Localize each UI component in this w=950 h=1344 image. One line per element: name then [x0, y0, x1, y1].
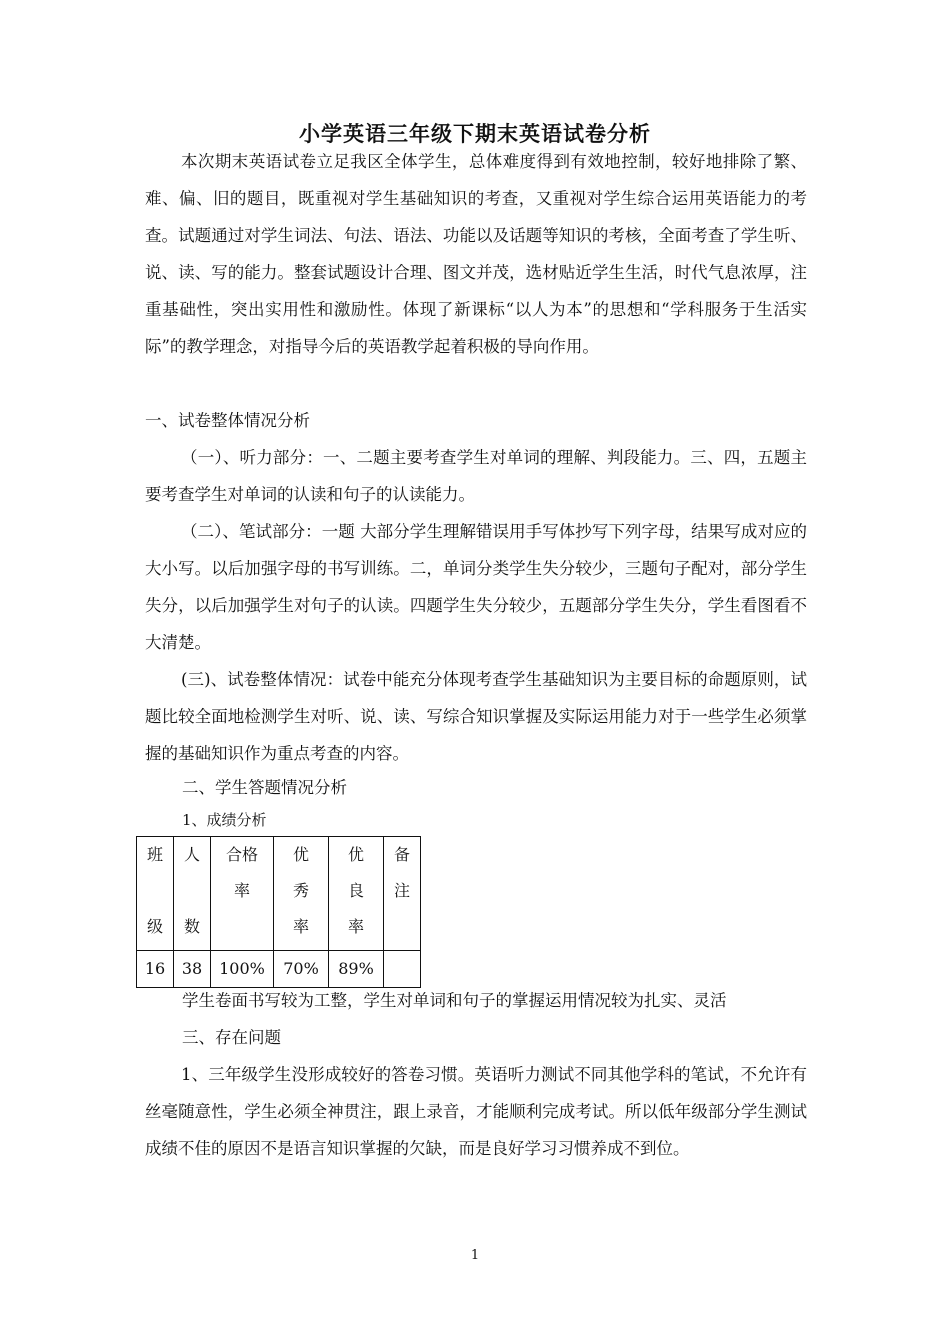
- section2-heading: 二、学生答题情况分析: [182, 778, 347, 797]
- page-number: 1: [470, 1248, 480, 1263]
- cell-excellent-rate: 70%: [274, 951, 329, 988]
- score-table: [136, 836, 421, 988]
- header-class: 班 级: [137, 837, 174, 951]
- cell-good-rate: 89%: [329, 951, 384, 988]
- header-excellent-rate: 优 秀 率: [274, 837, 329, 951]
- intro-paragraph: 本次期末英语试卷立足我区全体学生，总体难度得到有效地控制，较好地排除了繁、难、偏、旧的题目，既重视对学生基础知识的考查，又重视对学生综合运用英语能力的考查。试题通过对学生词法、句法、语法、功能以及话题等知识的考核，全面考查了学生听、说、读、写的能力。整套试题设计合理、图文并茂，选材贴近学生生活，时代气息浓厚，注重基础性，突出实用性和激励性。体现了新课标“以人为本”的思想和“学科服务于生活实际”的教学理念，对指导今后的英语教学起着积极的导向作用。: [145, 152, 807, 356]
- section3-heading: 三、存在问题: [182, 1028, 281, 1047]
- overall-paragraph: (三)、试卷整体情况：试卷中能充分体现考查学生基础知识为主要目标的命题原则，试题比较全面地检测学生对听、说、读、写综合知识掌握及实际运用能力对于一些学生必须掌握的基础知识作为重点考查的内容。: [145, 670, 807, 763]
- cell-pass-rate: 100%: [211, 951, 274, 988]
- document-title: 小学英语三年级下期末英语试卷分析: [299, 121, 651, 146]
- problem-paragraph: 1、三年级学生没形成较好的答卷习惯。英语听力测试不同其他学科的笔试，不允许有丝毫随意性，学生必须全神贯注，跟上录音，才能顺利完成考试。所以低年级部分学生测试成绩不佳的原因不是语言知识掌握的欠缺，而是良好学习习惯养成不到位。: [145, 1065, 807, 1158]
- table-note: 学生卷面书写较为工整，学生对单词和句子的掌握运用情况较为扎实、灵活: [182, 991, 727, 1010]
- header-count: 人 数: [174, 837, 211, 951]
- header-pass-rate: 合格 率: [211, 837, 274, 951]
- cell-class: 16: [137, 951, 174, 988]
- table-header-row: [137, 837, 421, 951]
- header-good-rate: 优 良 率: [329, 837, 384, 951]
- score-analysis-heading: 1、成绩分析: [182, 811, 267, 829]
- header-remarks: 备 注: [384, 837, 421, 951]
- written-paragraph: （二）、笔试部分：一题 大部分学生理解错误用手写体抄写下列字母，结果写成对应的大小写。以后加强字母的书写训练。二，单词分类学生失分较少，三题句子配对，部分学生失分，以后加强学生对句子的认读。四题学生失分较少，五题部分学生失分，学生看图看不大清楚。: [145, 522, 807, 652]
- section1-heading: 一、试卷整体情况分析: [145, 411, 310, 430]
- cell-count: 38: [174, 951, 211, 988]
- listening-paragraph: （一）、听力部分：一、二题主要考查学生对单词的理解、判段能力。三、四，五题主要考查学生对单词的认读和句子的认读能力。: [145, 448, 807, 504]
